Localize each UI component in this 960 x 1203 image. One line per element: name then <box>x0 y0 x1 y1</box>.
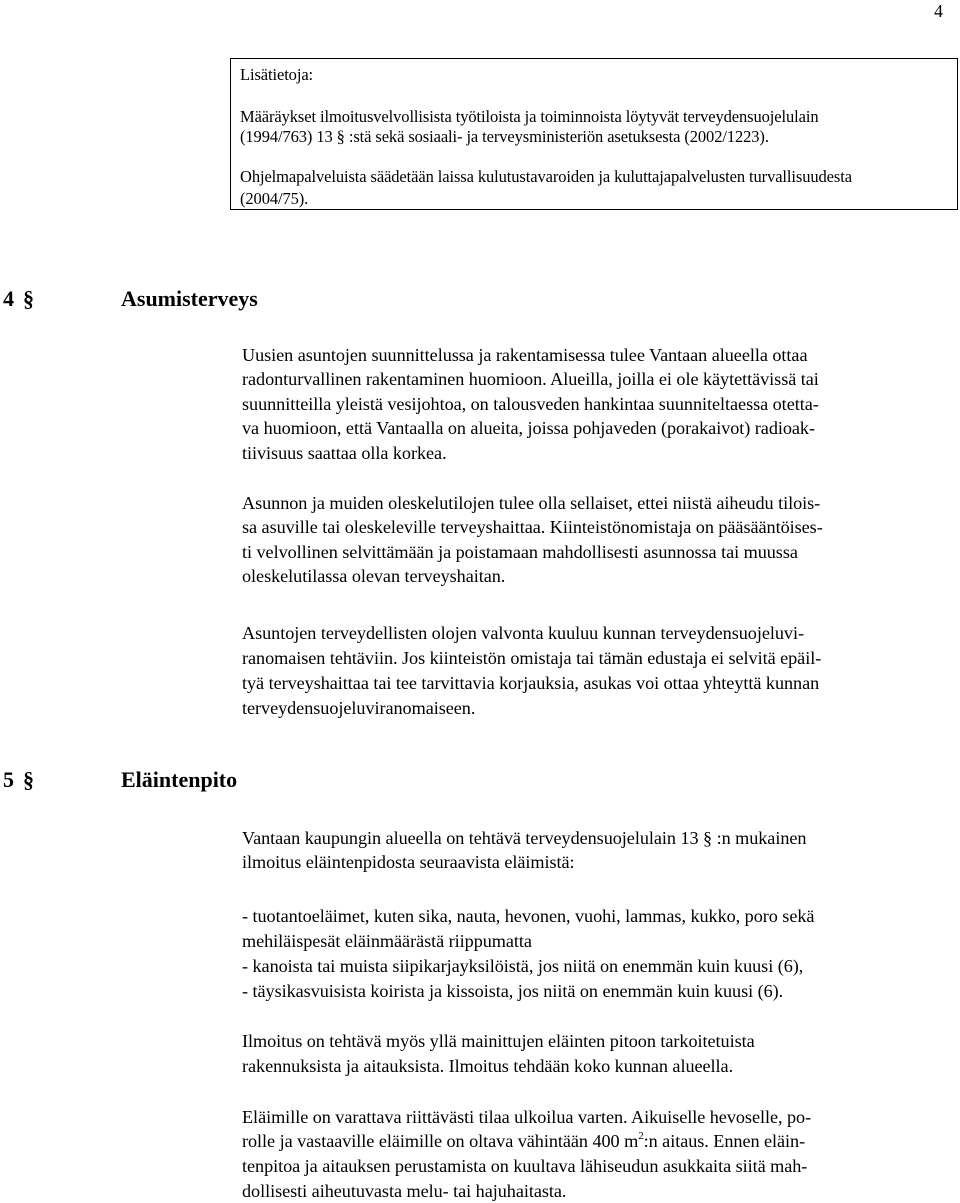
list-line: mehiläispesät eläinmäärästä riippumatta <box>242 931 532 951</box>
list-line: - kanoista tai muista siipikarjayksilöistä, jos niitä on enemmän kuin kuusi (6), <box>242 956 804 976</box>
section-heading-asumisterveys <box>3 286 303 312</box>
text-run: :n aitaus. Ennen eläin- <box>643 1131 806 1151</box>
section-title: Eläintenpito <box>121 767 238 792</box>
paragraph-line: ilmoitus eläintenpidosta seuraavista eläimistä: <box>242 852 575 872</box>
info-box-line: (2004/75). <box>240 189 309 208</box>
section-number: 4 <box>3 286 14 311</box>
info-box-line: (1994/763) 13 § :stä sekä sosiaali- ja terveysministeriön asetuksesta (2002/1223). <box>240 127 769 146</box>
list-line: - täysikasvuisista koirista ja kissoista, jos niitä on enemmän kuin kuusi (6). <box>242 981 784 1001</box>
paragraph-line: tyä terveyshaittaa tai tee tarvittavia korjauksia, asukas voi ottaa yhteyttä kunnan <box>242 673 820 693</box>
section-symbol: § <box>23 286 34 311</box>
info-box-title: Lisätietoja: <box>240 65 314 84</box>
paragraph-line-with-superscript <box>242 1129 805 1153</box>
paragraph-line: Asuntojen terveydellisten olojen valvonta kuuluu kunnan terveydensuojeluvi- <box>242 623 804 643</box>
section-title: Asumisterveys <box>121 286 258 311</box>
paragraph-line: rakennuksista ja aitauksista. Ilmoitus tehdään koko kunnan alueella. <box>242 1056 734 1076</box>
paragraph-line: suunnitteilla yleistä vesijohtoa, on talousveden hankintaa suunniteltaessa otetta- <box>242 394 819 414</box>
paragraph-line: oleskelutilassa olevan terveyshaitan. <box>242 566 506 586</box>
paragraph-line: radonturvallinen rakentaminen huomioon. Alueilla, joilla ei ole käytettävissä tai <box>242 369 819 389</box>
paragraph-line: sa asuville tai oleskeleville terveyshaittaa. Kiinteistönomistaja on pääsääntöises- <box>242 517 823 537</box>
paragraph-line: Uusien asuntojen suunnittelussa ja rakentamisessa tulee Vantaan alueella ottaa <box>242 345 808 365</box>
paragraph-line: Asunnon ja muiden oleskelutilojen tulee olla sellaiset, ettei niistä aiheudu tilois- <box>242 493 821 513</box>
paragraph-line: Ilmoitus on tehtävä myös yllä mainittujen eläinten pitoon tarkoitetuista <box>242 1031 755 1051</box>
list-line: - tuotantoeläimet, kuten sika, nauta, hevonen, vuohi, lammas, kukko, poro sekä <box>242 906 815 926</box>
text-run: rolle ja vastaaville eläimille on oltava vähintään 400 m <box>242 1131 639 1151</box>
paragraph-line: tiivisuus saattaa olla korkea. <box>242 443 447 463</box>
info-box <box>230 58 958 210</box>
section-number: 5 <box>3 767 14 792</box>
section-heading-elaintenpito <box>3 767 303 793</box>
paragraph-line: ti velvollinen selvittämään ja poistamaan mahdollisesti asunnossa tai muussa <box>242 542 798 562</box>
paragraph-line: va huomioon, että Vantaalla on alueita, joissa pohjaveden (porakaivot) radioak- <box>242 418 815 438</box>
page-number: 4 <box>934 1 943 21</box>
paragraph-line: tenpitoa ja aitauksen perustamista on kuultava lähiseudun asukkaita siitä mah- <box>242 1156 808 1176</box>
paragraph-line: Vantaan kaupungin alueella on tehtävä terveydensuojelulain 13 § :n mukainen <box>242 828 807 848</box>
paragraph-line: Eläimille on varattava riittävästi tilaa ulkoilua varten. Aikuiselle hevoselle, po- <box>242 1107 812 1127</box>
paragraph-line: dollisesti aiheutuvasta melu- tai hajuhaitasta. <box>242 1181 567 1201</box>
info-box-line: Määräykset ilmoitusvelvollisista työtiloista ja toiminnoista löytyvät terveydensuojelulain <box>240 107 819 126</box>
paragraph-line: terveydensuojeluviranomaiseen. <box>242 698 476 718</box>
section-symbol: § <box>23 767 34 792</box>
info-box-line: Ohjelmapalveluista säädetään laissa kulutustavaroiden ja kuluttajapalvelusten turvallisuudesta <box>240 167 852 186</box>
paragraph-line: ranomaisen tehtäviin. Jos kiinteistön omistaja tai tämän edustaja ei selvitä epäil- <box>242 648 822 668</box>
superscript: 2 <box>638 1130 644 1142</box>
